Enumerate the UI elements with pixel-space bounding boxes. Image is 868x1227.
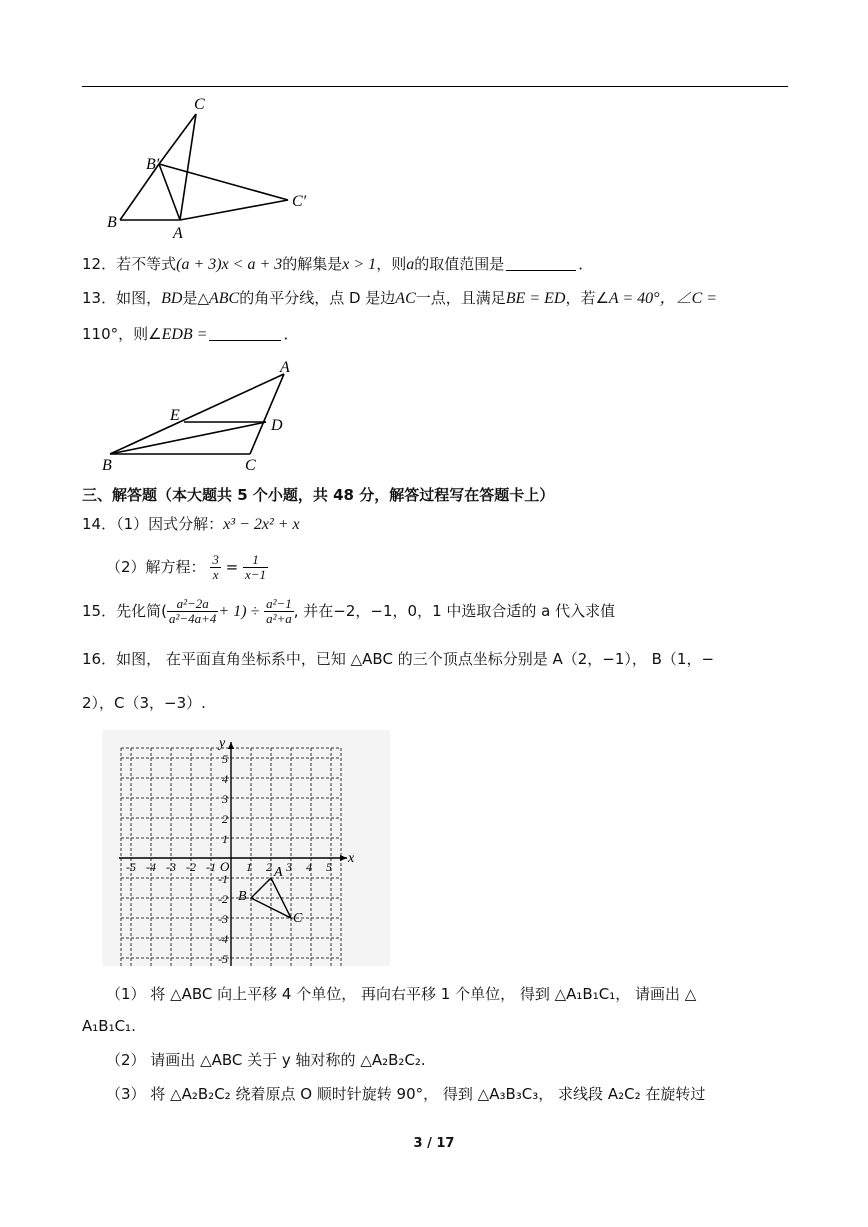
- header-rule: [82, 86, 788, 87]
- fraction: $\frac{1}{x-1}$: [244, 552, 267, 582]
- question-15: 15．先化简( $\frac{\text{a²−2a}}{\text{a²−4a+4}}$ + 1) ÷ $\frac{\text{a²−1}}{\text{a²+a}}$ , 并在−2，−1，0，1 中选取合适的 a 代入求值: [82, 596, 616, 626]
- y-tick-label: -3: [218, 912, 228, 926]
- point-label-B: B: [238, 889, 247, 904]
- label-A: A: [173, 225, 183, 242]
- y-axis-label: y: [219, 736, 226, 751]
- point-label-A: A: [274, 865, 283, 880]
- y-tick-label: 3: [222, 792, 228, 806]
- label-E: E: [170, 407, 180, 424]
- figure-angle-bisector: [98, 356, 308, 476]
- x-tick-label: 2: [266, 860, 272, 874]
- y-tick-label: -5: [218, 952, 228, 966]
- point-label-C: C: [293, 911, 303, 926]
- y-tick-label: 1: [222, 832, 228, 846]
- x-tick-label: -3: [166, 860, 176, 874]
- x-tick-label: 4: [306, 860, 312, 874]
- x-tick-label: -5: [126, 860, 136, 874]
- question-16-sub1a: （1） 将 △ABC 向上平移 4 个单位， 再向右平移 1 个单位， 得到 △A₁B₁C₁， 请画出 △: [106, 985, 697, 1003]
- question-16-sub3: （3） 将 △A₂B₂C₂ 绕着原点 O 顺时针旋转 90°， 得到 △A₃B₃C₃， 求线段 A₂C₂ 在旋转过: [106, 1085, 706, 1103]
- label-D: D: [271, 417, 283, 434]
- question-16-sub2: （2） 请画出 △ABC 关于 y 轴对称的 △A₂B₂C₂.: [106, 1051, 426, 1069]
- x-tick-label: 3: [286, 860, 292, 874]
- question-16-line1: 16．如图， 在平面直角坐标系中，已知 △ABC 的三个顶点坐标分别是 A（2，−1）， B（1，−: [82, 650, 715, 668]
- question-12: 12．若不等式(a + 3)x < a + 3的解集是x > 1，则a的取值范围是 ．: [82, 255, 594, 273]
- figure-triangle-rotation: [100, 92, 330, 242]
- label-B-prime: B′: [146, 156, 160, 173]
- question-16-line2: 2），C（3，−3）.: [82, 694, 206, 712]
- x-tick-label: -2: [186, 860, 196, 874]
- y-tick-label: -1: [218, 872, 228, 886]
- label-B: B: [102, 457, 112, 474]
- answer-blank: [506, 256, 576, 271]
- x-axis-arrow: [340, 855, 347, 861]
- y-axis-arrow: [228, 742, 234, 749]
- y-tick-label: -4: [218, 932, 228, 946]
- label-A: A: [280, 359, 290, 376]
- label-B: B: [107, 214, 117, 231]
- x-tick-label: 5: [326, 860, 332, 874]
- question-14-part1: 14．（1）因式分解：x³ − 2x² + x: [82, 515, 300, 533]
- coordinate-grid: [102, 730, 390, 966]
- page-number: 3 / 17: [413, 1136, 455, 1151]
- question-14-part2: （2）解方程： $\frac{3}{x}$ = $\frac{1}{x-1}$: [106, 552, 267, 582]
- y-tick-label: 2: [222, 812, 228, 826]
- fraction: $\frac{\text{a²−1}}{\text{a²+a}}$: [266, 596, 292, 626]
- x-tick-label: -1: [206, 860, 216, 874]
- fraction: $\frac{\text{a²−2a}}{\text{a²−4a+4}}$: [168, 596, 217, 626]
- section-heading: 三、解答题（本大题共 5 个小题，共 48 分，解答过程写在答题卡上）: [82, 486, 555, 504]
- x-tick-label: 1: [246, 860, 252, 874]
- question-16-sub1b: A₁B₁C₁.: [82, 1017, 136, 1035]
- label-C: C: [194, 96, 205, 113]
- fraction: $\frac{3}{x}$: [212, 552, 219, 582]
- y-tick-label: 5: [222, 752, 228, 766]
- origin-label: O: [220, 859, 230, 874]
- label-C: C: [245, 457, 256, 474]
- question-13-line1: 13．如图，BD是△ABC的角平分线，点 D 是边AC一点，且满足BE = ED，若∠A = 40°，∠C =: [82, 289, 718, 307]
- answer-blank: [209, 326, 281, 341]
- x-tick-label: -4: [146, 860, 156, 874]
- question-13-line2: 110°，则∠EDB = ．: [82, 325, 299, 343]
- y-tick-label: -2: [218, 892, 228, 906]
- label-C-prime: C′: [292, 193, 307, 210]
- x-axis-label: x: [348, 851, 355, 866]
- y-tick-label: 4: [222, 772, 228, 786]
